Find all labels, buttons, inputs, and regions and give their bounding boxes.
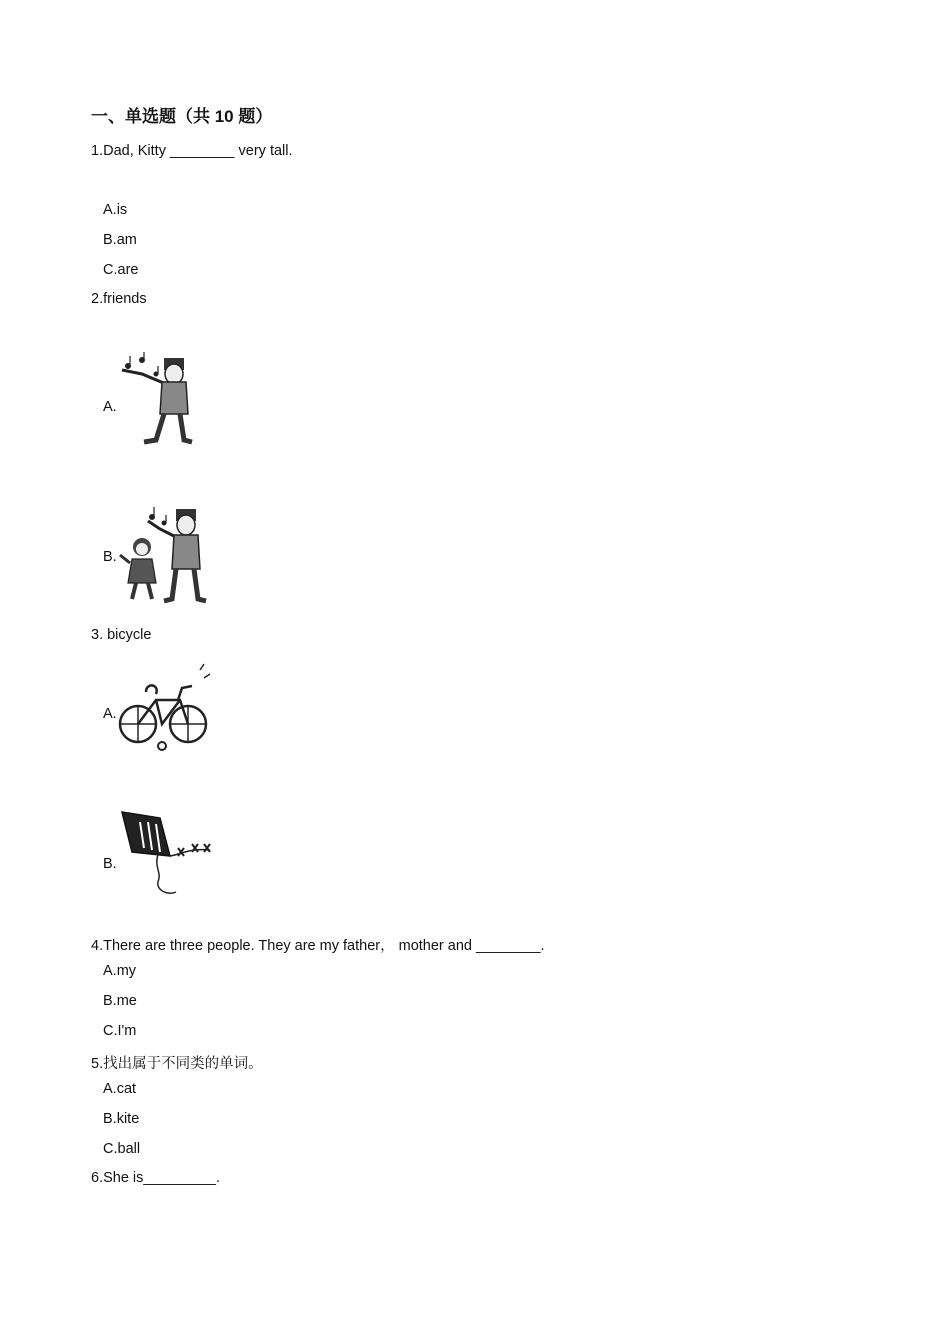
question-2-stem: 2.friends [91, 291, 147, 307]
question-4-stem: 4.There are three people. They are my father， mother and ________. [91, 938, 545, 954]
question-3-stem: 3. bicycle [91, 627, 152, 643]
question-5-option-b[interactable]: B.kite [103, 1111, 140, 1127]
kite-picture [118, 808, 218, 902]
question-5-stem: 5.找出属于不同类的单词。 [91, 1056, 263, 1072]
question-1-option-c[interactable]: C.are [103, 262, 139, 278]
section-title: 一、单选题（共 10 题） [91, 107, 273, 126]
question-1-option-a[interactable]: A.is [103, 202, 128, 218]
question-4-option-c[interactable]: C.I'm [103, 1023, 137, 1039]
question-6-stem: 6.She is_________. [91, 1170, 220, 1186]
question-1-stem: 1.Dad, Kitty ________ very tall. [91, 143, 293, 159]
question-1-option-b[interactable]: B.am [103, 232, 137, 248]
question-4-option-b[interactable]: B.me [103, 993, 137, 1009]
question-2-option-a[interactable]: A. [103, 399, 117, 415]
bicycle-picture [116, 662, 212, 758]
question-5-option-a[interactable]: A.cat [103, 1081, 137, 1097]
man-singing-picture [114, 352, 196, 446]
question-5-option-c[interactable]: C.ball [103, 1141, 141, 1157]
question-3-option-a[interactable]: A. [103, 706, 117, 722]
question-2-option-b[interactable]: B. [103, 549, 117, 565]
question-3-option-b[interactable]: B. [103, 856, 117, 872]
man-singing-and-girl-dancing-picture [118, 503, 213, 607]
question-4-option-a[interactable]: A.my [103, 963, 137, 979]
